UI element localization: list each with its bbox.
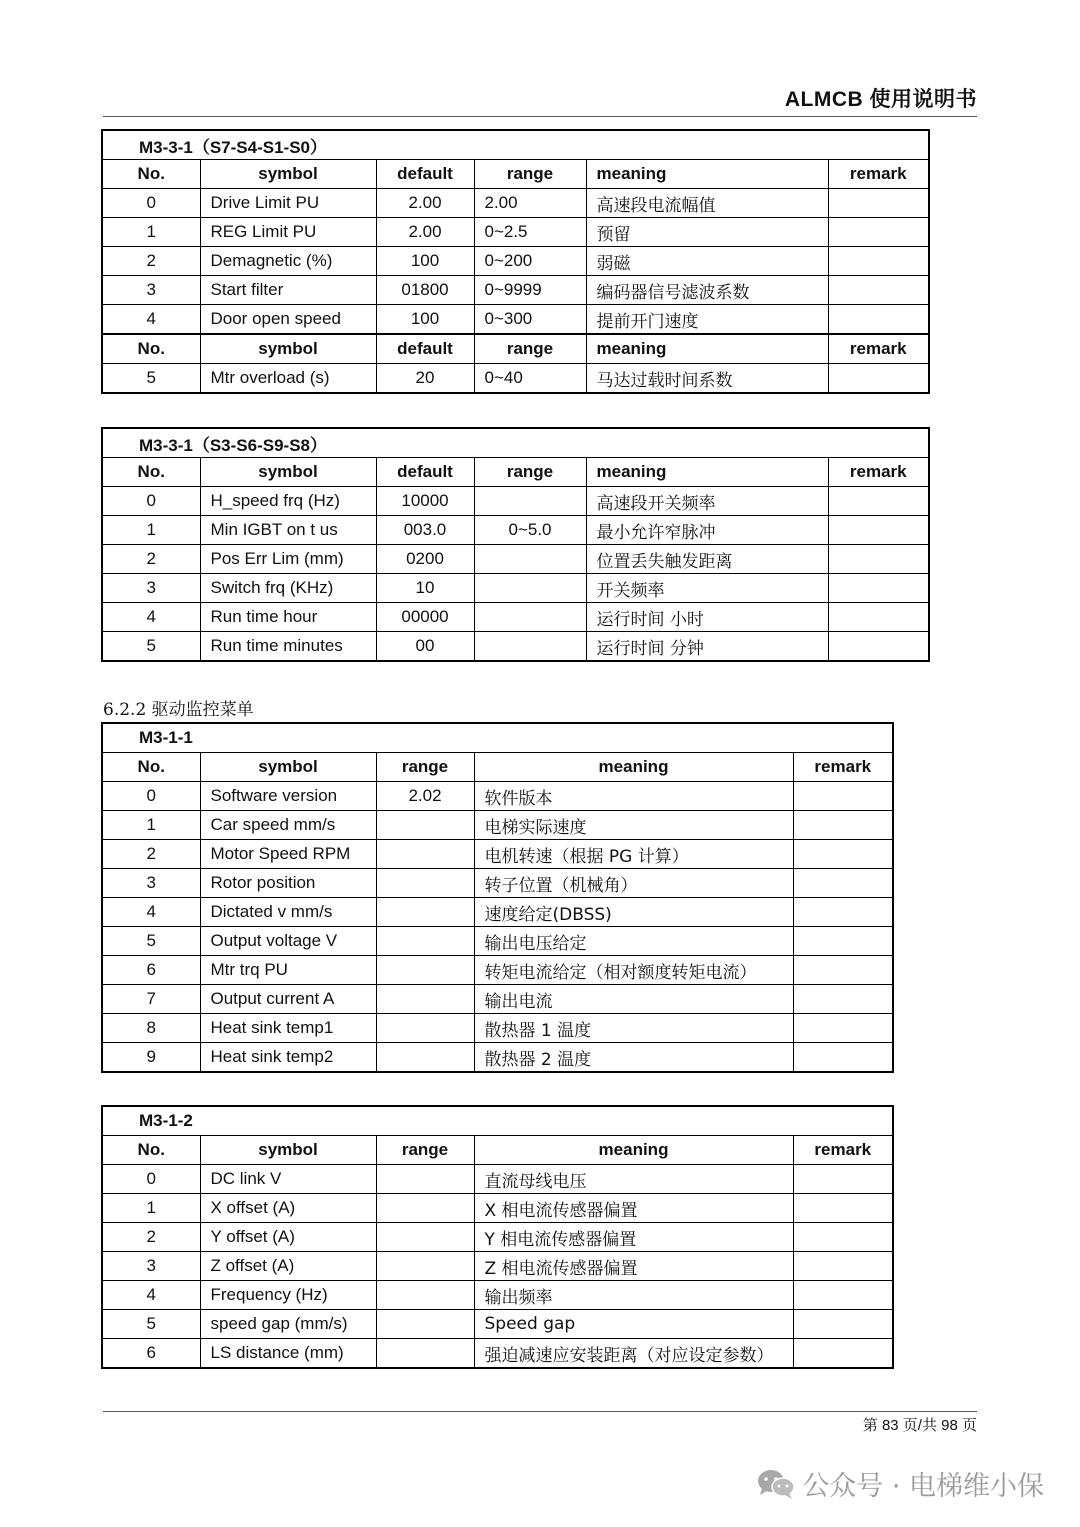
cell-no: 1 — [102, 811, 200, 840]
cell-symbol: Demagnetic (%) — [200, 247, 376, 276]
cell-default: 003.0 — [376, 516, 474, 545]
header-symbol: symbol — [200, 334, 376, 364]
header-symbol: symbol — [200, 753, 376, 782]
cell-remark — [828, 276, 929, 305]
cell-meaning: 速度给定(DBSS) — [474, 898, 793, 927]
cell-meaning: Speed gap — [474, 1310, 793, 1339]
cell-remark — [793, 840, 893, 869]
cell-no: 3 — [102, 1252, 200, 1281]
cell-range — [376, 1252, 474, 1281]
cell-symbol: speed gap (mm/s) — [200, 1310, 376, 1339]
param-table-m3-3-1-b — [101, 427, 930, 662]
cell-symbol: Start filter — [200, 276, 376, 305]
cell-symbol: LS distance (mm) — [200, 1339, 376, 1369]
cell-symbol: Output current A — [200, 985, 376, 1014]
cell-symbol: Dictated v mm/s — [200, 898, 376, 927]
cell-symbol: DC link V — [200, 1165, 376, 1194]
table-row — [102, 189, 929, 218]
cell-symbol: Run time hour — [200, 603, 376, 632]
cell-no: 1 — [102, 218, 200, 247]
cell-remark — [793, 782, 893, 811]
cell-symbol: Output voltage V — [200, 927, 376, 956]
cell-symbol: Pos Err Lim (mm) — [200, 545, 376, 574]
footer-divider — [103, 1411, 977, 1412]
cell-no: 2 — [102, 545, 200, 574]
cell-remark — [793, 1339, 893, 1369]
cell-symbol: Car speed mm/s — [200, 811, 376, 840]
cell-meaning: 提前开门速度 — [586, 305, 828, 335]
cell-no: 2 — [102, 1223, 200, 1252]
cell-default: 0200 — [376, 545, 474, 574]
cell-remark — [793, 1014, 893, 1043]
cell-remark — [828, 487, 929, 516]
cell-no: 5 — [102, 927, 200, 956]
cell-default: 2.00 — [376, 189, 474, 218]
header-no: No. — [102, 160, 200, 189]
cell-default: 10 — [376, 574, 474, 603]
cell-meaning: 电梯实际速度 — [474, 811, 793, 840]
cell-remark — [828, 305, 929, 335]
cell-range — [474, 632, 586, 662]
cell-range — [376, 1194, 474, 1223]
table-header-row — [102, 1136, 893, 1165]
cell-no: 4 — [102, 305, 200, 335]
table-row — [102, 487, 929, 516]
header-no: No. — [102, 1136, 200, 1165]
table-title: M3-1-2 — [102, 1106, 893, 1136]
cell-meaning: 编码器信号滤波系数 — [586, 276, 828, 305]
header-range: range — [376, 1136, 474, 1165]
cell-symbol: Mtr overload (s) — [200, 364, 376, 394]
table-row — [102, 1339, 893, 1369]
header-meaning: meaning — [474, 1136, 793, 1165]
cell-symbol: REG Limit PU — [200, 218, 376, 247]
cell-symbol: Heat sink temp2 — [200, 1043, 376, 1073]
cell-meaning: 运行时间 分钟 — [586, 632, 828, 662]
table-row — [102, 869, 893, 898]
cell-symbol: Drive Limit PU — [200, 189, 376, 218]
cell-remark — [793, 1252, 893, 1281]
table-row — [102, 305, 929, 335]
table-row — [102, 1281, 893, 1310]
cell-remark — [828, 516, 929, 545]
cell-remark — [793, 811, 893, 840]
param-table-m3-3-1-a — [101, 129, 930, 394]
cell-symbol: Motor Speed RPM — [200, 840, 376, 869]
cell-default: 01800 — [376, 276, 474, 305]
cell-meaning: 直流母线电压 — [474, 1165, 793, 1194]
cell-range — [376, 1339, 474, 1369]
header-meaning: meaning — [586, 458, 828, 487]
cell-range: 0~200 — [474, 247, 586, 276]
cell-default: 00000 — [376, 603, 474, 632]
table-row — [102, 927, 893, 956]
table-row — [102, 574, 929, 603]
header-meaning: meaning — [586, 334, 828, 364]
cell-range: 2.02 — [376, 782, 474, 811]
cell-no: 9 — [102, 1043, 200, 1073]
cell-symbol: H_speed frq (Hz) — [200, 487, 376, 516]
cell-default: 00 — [376, 632, 474, 662]
cell-no: 6 — [102, 956, 200, 985]
cell-remark — [828, 545, 929, 574]
cell-range — [474, 545, 586, 574]
cell-meaning: 转子位置（机械角） — [474, 869, 793, 898]
table-title: M3-1-1 — [102, 723, 893, 753]
cell-range: 0~9999 — [474, 276, 586, 305]
table-row — [102, 956, 893, 985]
cell-symbol: Z offset (A) — [200, 1252, 376, 1281]
table-row — [102, 364, 929, 394]
section-heading: 6.2.2 驱动监控菜单 — [103, 700, 254, 720]
cell-range — [376, 1014, 474, 1043]
cell-remark — [793, 869, 893, 898]
table-row — [102, 1194, 893, 1223]
table-row — [102, 985, 893, 1014]
cell-meaning: Y 相电流传感器偏置 — [474, 1223, 793, 1252]
cell-symbol: Mtr trq PU — [200, 956, 376, 985]
table-row — [102, 276, 929, 305]
cell-no: 4 — [102, 898, 200, 927]
header-no: No. — [102, 334, 200, 364]
cell-range: 0~300 — [474, 305, 586, 335]
cell-no: 5 — [102, 364, 200, 394]
header-remark: remark — [828, 458, 929, 487]
header-remark: remark — [828, 160, 929, 189]
cell-no: 3 — [102, 869, 200, 898]
cell-meaning: 输出频率 — [474, 1281, 793, 1310]
cell-meaning: Z 相电流传感器偏置 — [474, 1252, 793, 1281]
cell-range — [376, 927, 474, 956]
table-title: M3-3-1（S7-S4-S1-S0） — [102, 130, 929, 160]
cell-range — [376, 1281, 474, 1310]
header-remark: remark — [793, 1136, 893, 1165]
cell-range — [474, 487, 586, 516]
table-row — [102, 782, 893, 811]
cell-meaning: 最小允许窄脉冲 — [586, 516, 828, 545]
cell-no: 0 — [102, 189, 200, 218]
cell-remark — [793, 927, 893, 956]
cell-range — [474, 574, 586, 603]
cell-meaning: X 相电流传感器偏置 — [474, 1194, 793, 1223]
cell-meaning: 马达过载时间系数 — [586, 364, 828, 394]
cell-no: 3 — [102, 574, 200, 603]
header-symbol: symbol — [200, 160, 376, 189]
cell-default: 2.00 — [376, 218, 474, 247]
table-header-row — [102, 753, 893, 782]
cell-meaning: 散热器 1 温度 — [474, 1014, 793, 1043]
cell-range: 0~40 — [474, 364, 586, 394]
cell-range: 0~2.5 — [474, 218, 586, 247]
cell-symbol: Rotor position — [200, 869, 376, 898]
watermark-text: 公众号 · 电梯维小保 — [802, 1471, 1044, 1502]
table-row — [102, 811, 893, 840]
cell-meaning: 位置丢失触发距离 — [586, 545, 828, 574]
header-default: default — [376, 458, 474, 487]
cell-symbol: Software version — [200, 782, 376, 811]
cell-meaning: 输出电流 — [474, 985, 793, 1014]
cell-range — [376, 840, 474, 869]
cell-range: 0~5.0 — [474, 516, 586, 545]
table-row — [102, 603, 929, 632]
table-row — [102, 1165, 893, 1194]
cell-remark — [828, 603, 929, 632]
cell-range: 2.00 — [474, 189, 586, 218]
table-row — [102, 1252, 893, 1281]
wechat-icon — [756, 1468, 796, 1500]
cell-no: 0 — [102, 1165, 200, 1194]
cell-meaning: 高速段电流幅值 — [586, 189, 828, 218]
table-row — [102, 898, 893, 927]
header-default: default — [376, 160, 474, 189]
header-meaning: meaning — [474, 753, 793, 782]
cell-remark — [793, 1223, 893, 1252]
table-row — [102, 1014, 893, 1043]
cell-meaning: 输出电压给定 — [474, 927, 793, 956]
cell-meaning: 运行时间 小时 — [586, 603, 828, 632]
cell-no: 5 — [102, 1310, 200, 1339]
cell-symbol: Heat sink temp1 — [200, 1014, 376, 1043]
cell-symbol: X offset (A) — [200, 1194, 376, 1223]
cell-no: 1 — [102, 1194, 200, 1223]
cell-range — [376, 1310, 474, 1339]
table-row — [102, 1223, 893, 1252]
header-symbol: symbol — [200, 458, 376, 487]
cell-range — [376, 811, 474, 840]
cell-no: 7 — [102, 985, 200, 1014]
cell-no: 4 — [102, 603, 200, 632]
header-range: range — [474, 160, 586, 189]
table-header-row — [102, 334, 929, 364]
table-row — [102, 545, 929, 574]
cell-range — [376, 1043, 474, 1073]
cell-range — [376, 956, 474, 985]
cell-meaning: 强迫减速应安装距离（对应设定参数） — [474, 1339, 793, 1369]
cell-meaning: 开关频率 — [586, 574, 828, 603]
cell-symbol: Door open speed — [200, 305, 376, 335]
cell-no: 5 — [102, 632, 200, 662]
cell-meaning: 散热器 2 温度 — [474, 1043, 793, 1073]
cell-remark — [828, 218, 929, 247]
cell-no: 4 — [102, 1281, 200, 1310]
cell-no: 1 — [102, 516, 200, 545]
cell-remark — [793, 1310, 893, 1339]
cell-remark — [793, 985, 893, 1014]
cell-meaning: 电机转速（根据 PG 计算） — [474, 840, 793, 869]
cell-symbol: Switch frq (KHz) — [200, 574, 376, 603]
cell-remark — [793, 956, 893, 985]
cell-range — [474, 603, 586, 632]
cell-symbol: Run time minutes — [200, 632, 376, 662]
header-no: No. — [102, 753, 200, 782]
cell-symbol: Min IGBT on t us — [200, 516, 376, 545]
cell-remark — [793, 1165, 893, 1194]
header-range: range — [474, 334, 586, 364]
header-remark: remark — [828, 334, 929, 364]
cell-no: 2 — [102, 247, 200, 276]
document-title: ALMCB 使用说明书 — [784, 88, 977, 111]
watermark — [756, 1464, 1044, 1503]
param-table-m3-1-1 — [101, 722, 894, 1073]
table-row — [102, 218, 929, 247]
table-header-row — [102, 160, 929, 189]
table-row — [102, 1043, 893, 1073]
cell-default: 100 — [376, 247, 474, 276]
cell-remark — [793, 898, 893, 927]
cell-range — [376, 869, 474, 898]
cell-no: 6 — [102, 1339, 200, 1369]
table-row — [102, 840, 893, 869]
cell-default: 100 — [376, 305, 474, 335]
cell-remark — [828, 364, 929, 394]
cell-meaning: 弱磁 — [586, 247, 828, 276]
table-header-row — [102, 458, 929, 487]
cell-remark — [828, 632, 929, 662]
cell-symbol: Y offset (A) — [200, 1223, 376, 1252]
cell-meaning: 预留 — [586, 218, 828, 247]
param-table-m3-1-2 — [101, 1105, 894, 1369]
table-row — [102, 247, 929, 276]
cell-remark — [828, 247, 929, 276]
cell-meaning: 软件版本 — [474, 782, 793, 811]
cell-range — [376, 898, 474, 927]
table-row — [102, 632, 929, 662]
cell-no: 3 — [102, 276, 200, 305]
cell-remark — [793, 1194, 893, 1223]
cell-default: 20 — [376, 364, 474, 394]
cell-remark — [793, 1043, 893, 1073]
cell-no: 2 — [102, 840, 200, 869]
cell-remark — [828, 189, 929, 218]
cell-remark — [793, 1281, 893, 1310]
cell-remark — [828, 574, 929, 603]
cell-symbol: Frequency (Hz) — [200, 1281, 376, 1310]
header-meaning: meaning — [586, 160, 828, 189]
header-default: default — [376, 334, 474, 364]
header-range: range — [376, 753, 474, 782]
cell-range — [376, 985, 474, 1014]
header-divider — [103, 116, 977, 117]
cell-meaning: 转矩电流给定（相对额度转矩电流） — [474, 956, 793, 985]
header-range: range — [474, 458, 586, 487]
table-row — [102, 516, 929, 545]
header-remark: remark — [793, 753, 893, 782]
page-number: 第 83 页/共 98 页 — [862, 1417, 977, 1434]
cell-meaning: 高速段开关频率 — [586, 487, 828, 516]
cell-no: 0 — [102, 782, 200, 811]
table-row — [102, 1310, 893, 1339]
cell-range — [376, 1223, 474, 1252]
cell-no: 8 — [102, 1014, 200, 1043]
cell-range — [376, 1165, 474, 1194]
cell-default: 10000 — [376, 487, 474, 516]
header-no: No. — [102, 458, 200, 487]
table-title: M3-3-1（S3-S6-S9-S8） — [102, 428, 929, 458]
cell-no: 0 — [102, 487, 200, 516]
header-symbol: symbol — [200, 1136, 376, 1165]
